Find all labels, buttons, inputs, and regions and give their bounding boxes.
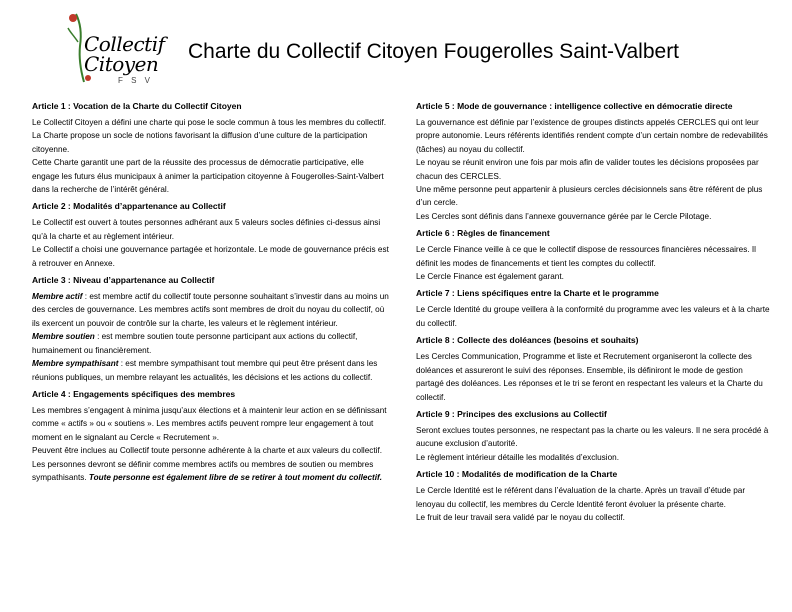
article-paragraph: Une même personne peut appartenir à plusieurs cercles décisionnels sans être référent de plus d’un cercle.	[416, 185, 763, 208]
article-heading: Article 2 : Modalités d’appartenance au Collectif	[32, 201, 226, 212]
member-text: : est membre actif du collectif toute personne souhaitant s’investir dans au moins un des cercles de gouvernance. Les membres actifs sont membres de droit du noyau du collectif, où ils exercent un pouvoir de contrôle sur la charte, les valeurs et le règlement intérieur.	[32, 292, 389, 328]
article-10	[416, 468, 772, 524]
article-heading: Article 4 : Engagements spécifiques des membres	[32, 388, 236, 399]
article-paragraph: Seront exclues toutes personnes, ne respectant pas la charte ou les valeurs. Il ne sera procédé à aucune exclusion d’autorité.	[416, 425, 769, 449]
article-paragraph: Le Collectif est ouvert à toutes personnes adhérant aux 5 valeurs socles définies ci-dessus ainsi qu’à la charte et au règlement intérieur.	[32, 218, 381, 241]
article-paragraph: Les membres s’engagent à minima jusqu’aux élections et à maintenir leur action en se définissant comme « actifs » ou « soutiens ». Les membres actifs peuvent rompre leur engagement à tout moment en le signalant au Cercle « Recrutement ».	[32, 405, 387, 442]
article-paragraph: Le Collectif a choisi une gouvernance partagée et horizontale. Le mode de gouvernance précis est à retrouver en Annexe.	[32, 245, 389, 268]
article-paragraph: Le Cercle Identité du groupe veillera à la conformité du programme avec les valeurs et à la charte du collectif.	[416, 305, 770, 328]
article-paragraph: Les Cercles sont définis dans l’annexe gouvernance gérée par le Cercle Pilotage.	[416, 211, 712, 221]
article-paragraph: Le Cercle Finance veille à ce que le collectif dispose de ressources financières nécessaires. Il définit les modes de financements et tient les comptes du collectif.	[416, 245, 756, 268]
member-definition	[32, 290, 390, 330]
left-column	[32, 100, 390, 488]
article-paragraph: Le fruit de leur travail sera validé par le noyau du collectif.	[416, 512, 625, 522]
member-definition	[32, 330, 390, 357]
logo-line-1: Collectif	[84, 32, 165, 56]
article-7	[416, 287, 772, 330]
article-heading: Article 7 : Liens spécifiques entre la Charte et le programme	[416, 288, 659, 299]
article-heading: Article 3 : Niveau d’appartenance au Collectif	[32, 275, 215, 286]
article-4	[32, 388, 390, 484]
right-column	[416, 100, 772, 528]
member-label: Membre sympathisant	[32, 359, 119, 369]
member-text: : est membre sympathisant tout membre qui peut être présent dans les réunions publiques, un membre relayant les actualités, les décisions et les actions du collectif.	[32, 359, 378, 382]
article-heading: Article 1 : Vocation de la Charte du Collectif Citoyen	[32, 101, 242, 111]
article-paragraph: La gouvernance est définie par l’existence de groupes distincts appelés CERCLES qui ont leur propre autonomie. Leurs référents identifiés rendent compte d’un certain nombre de redevabilités (tâches) au noyau du collectif.	[416, 118, 768, 154]
article-emphasis: Toute personne est également libre de se retirer à tout moment du collectif.	[88, 472, 383, 482]
article-paragraph: Le Cercle Identité est le référent dans l’évaluation de la charte. Après un travail d’étude par lenoyau du collectif, les membres du Cercle Identité feront évoluer la présente charte.	[416, 486, 746, 509]
article-paragraph: Cette Charte garantit une part de la réussite des processus de démocratie participative, elle engage les futurs élus municipaux à animer la participation citoyenne à Fougerolles-Saint-Valbert dans la recherche de l’intérêt général.	[32, 158, 384, 195]
logo-initials: F S V	[118, 76, 154, 85]
article-3	[32, 274, 390, 384]
article-heading: Article 5 : Mode de gouvernance : intelligence collective en démocratie directe	[416, 101, 733, 111]
article-2	[32, 200, 390, 270]
article-6	[416, 227, 772, 283]
article-paragraph: Le Cercle Finance est également garant.	[416, 272, 564, 282]
article-1	[32, 100, 390, 196]
article-paragraph: Le règlement intérieur détaille les modalités d’exclusion.	[416, 452, 619, 462]
member-label: Membre actif	[32, 292, 83, 302]
article-heading: Article 6 : Règles de financement	[416, 228, 550, 239]
article-5	[416, 100, 772, 223]
article-paragraph: Le noyau se réunit environ une fois par mois afin de valider toutes les décisions proposées par chacun des CERCLES.	[416, 158, 759, 181]
article-heading: Article 10 : Modalités de modification de la Charte	[416, 469, 618, 480]
article-heading: Article 9 : Principes des exclusions au Collectif	[416, 408, 607, 419]
page-title: Charte du Collectif Citoyen Fougerolles Saint-Valbert	[188, 40, 680, 63]
article-8	[416, 334, 772, 404]
collectif-logo	[66, 12, 165, 90]
article-text: Les personnes devront se définir comme membres actifs ou membres de soutien ou membres sympathisants.	[32, 459, 374, 482]
article-paragraph: Peuvent être inclues au Collectif toute personne adhérente à la charte et aux valeurs du collectif.	[32, 446, 382, 456]
article-9	[416, 408, 772, 464]
member-text: : est membre soutien toute personne participant aux actions du collectif, humainement ou financièrement.	[32, 332, 358, 355]
logo-line-2: Citoyen	[84, 52, 159, 76]
article-paragraph: Les Cercles Communication, Programme et liste et Recrutement organiseront la collecte des doléances et assureront le suivi des réponses. Ensemble, ils définiront le mode de gestion partagé des doléances. Les réponses et le tri se feront en respectant les valeurs et la Charte du collectif.	[416, 352, 763, 402]
article-paragraph	[32, 458, 390, 485]
member-label: Membre soutien	[32, 332, 95, 342]
article-heading: Article 8 : Collecte des doléances (besoins et souhaits)	[416, 335, 639, 346]
article-paragraph: Le Collectif Citoyen a défini une charte qui pose le socle commun à tous les membres du collectif.	[32, 118, 387, 127]
article-paragraph: La Charte propose un socle de notions favorisant la diffusion d’une culture de la participation citoyenne.	[32, 131, 368, 154]
member-definition	[32, 357, 390, 384]
